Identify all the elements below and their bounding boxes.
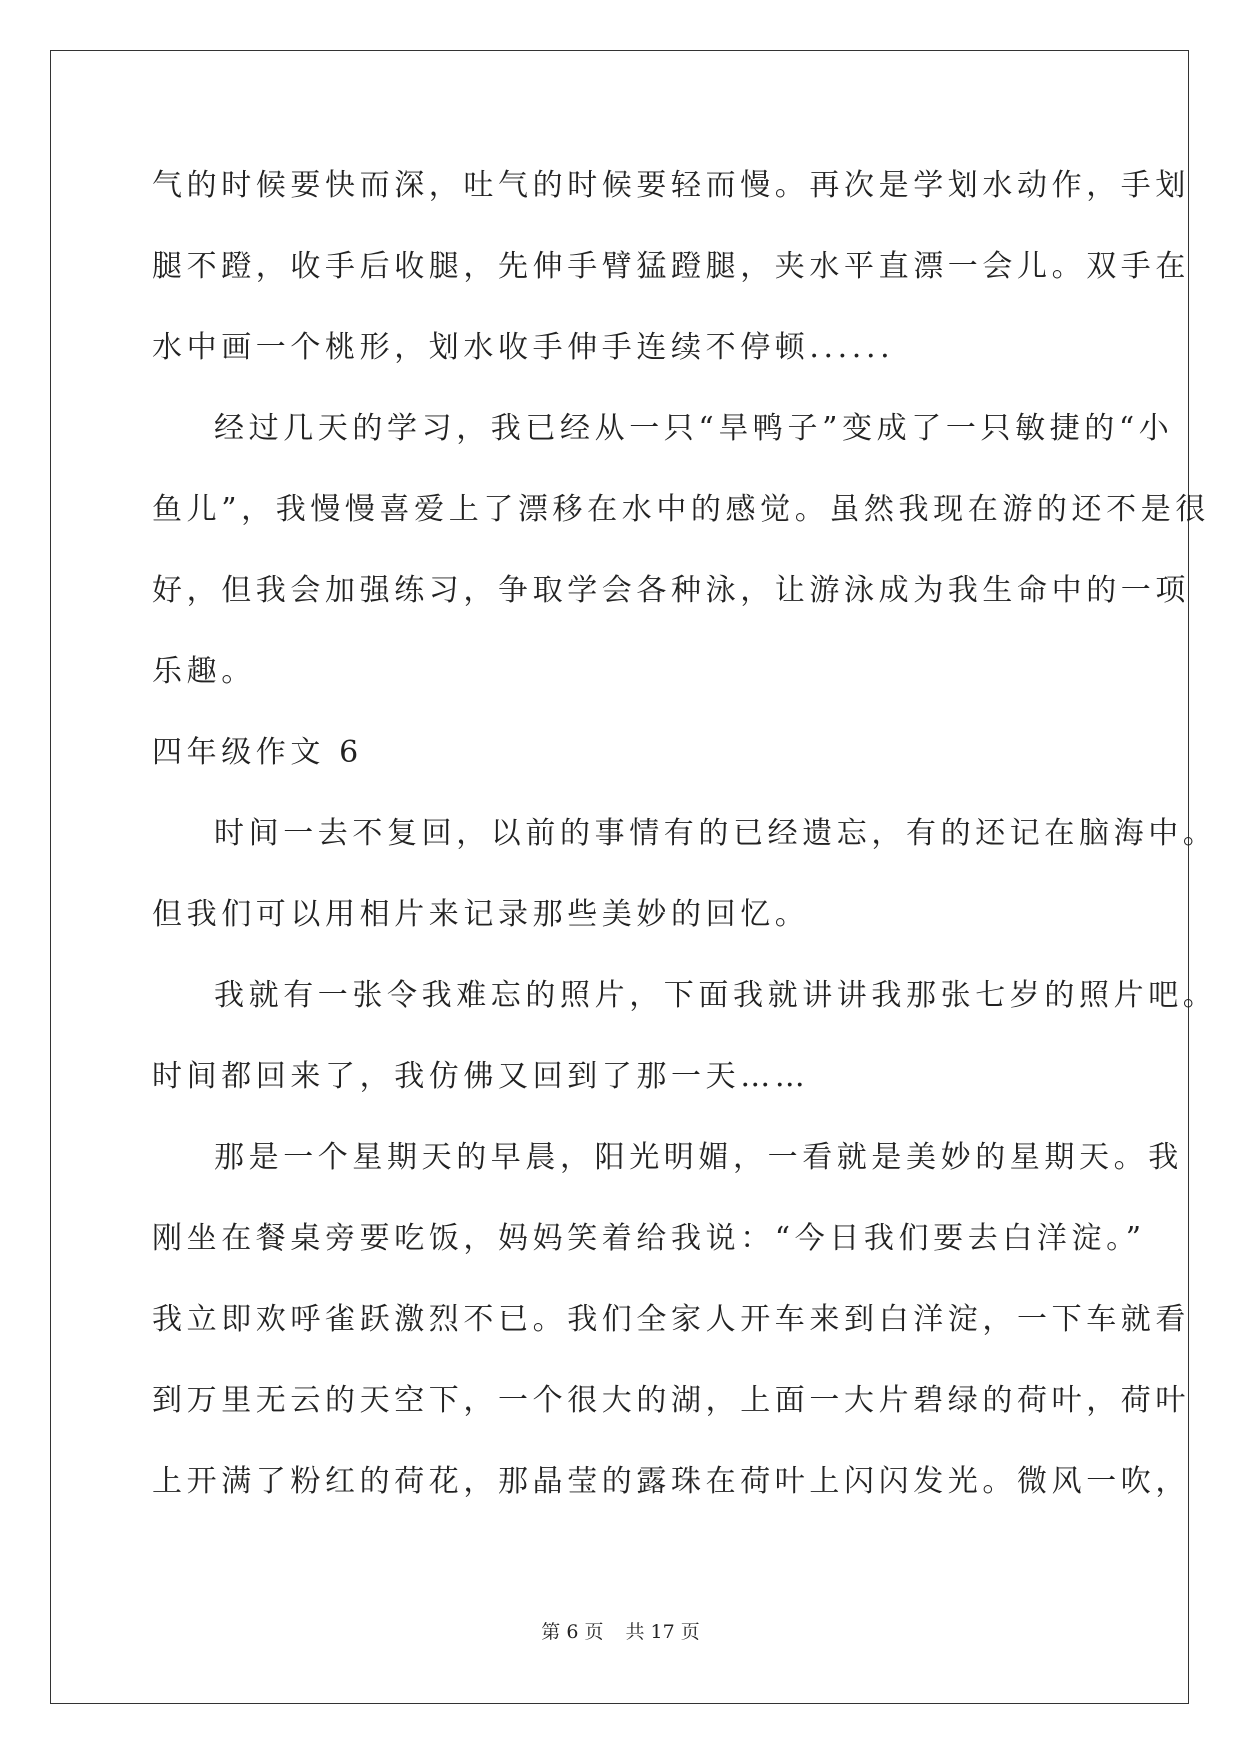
text-line-5: 鱼儿”，我慢慢喜爱上了漂移在水中的感觉。虽然我现在游的还不是很 [152,492,1210,527]
page-footer [0,1617,1241,1644]
page-total: 共 17 页 [625,1621,700,1643]
text-line-17: 上开满了粉红的荷花，那晶莹的露珠在荷叶上闪闪发光。微风一吹， [152,1464,1190,1499]
text-line-9: 时间一去不复回，以前的事情有的已经遗忘，有的还记在脑海中。 [214,816,1218,851]
text-line-15: 我立即欢呼雀跃激烈不已。我们全家人开车来到白洋淀，一下车就看 [152,1302,1190,1337]
document-body [152,160,1218,1537]
text-line-6: 好，但我会加强练习，争取学会各种泳，让游泳成为我生命中的一项 [152,573,1190,608]
text-line-2: 腿不蹬，收手后收腿，先伸手臂猛蹬腿，夹水平直漂一会儿。双手在 [152,249,1190,284]
section-heading: 四年级作文 6 [152,735,363,770]
text-line-16: 到万里无云的天空下，一个很大的湖，上面一大片碧绿的荷叶，荷叶 [152,1383,1190,1418]
text-line-1: 气的时候要快而深，吐气的时候要轻而慢。再次是学划水动作，手划 [152,168,1190,203]
text-line-11: 我就有一张令我难忘的照片，下面我就讲讲我那张七岁的照片吧。 [214,978,1218,1013]
text-line-14: 刚坐在餐桌旁要吃饭，妈妈笑着给我说：“今日我们要去白洋淀。” [152,1221,1146,1256]
page-number: 第 6 页 [541,1621,604,1643]
text-line-13: 那是一个星期天的早晨，阳光明媚，一看就是美妙的星期天。我 [214,1140,1183,1175]
text-line-10: 但我们可以用相片来记录那些美妙的回忆。 [152,897,810,932]
text-line-3: 水中画一个桃形，划水收手伸手连续不停顿...... [152,330,895,365]
text-line-7: 乐趣。 [152,654,256,689]
text-line-12: 时间都回来了，我仿佛又回到了那一天…… [152,1059,810,1094]
text-line-4: 经过几天的学习，我已经从一只“旱鸭子”变成了一只敏捷的“小 [214,411,1174,446]
